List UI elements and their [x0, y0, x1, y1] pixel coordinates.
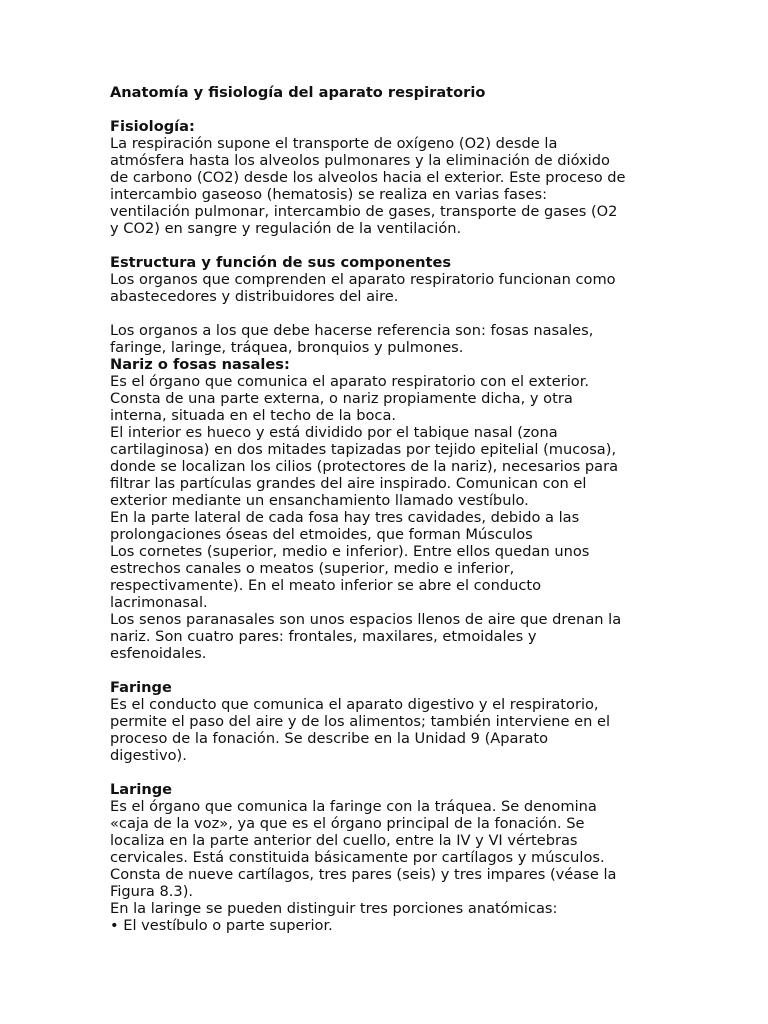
text-line: Los senos paranasales son unos espacios llenos de aire que drenan la: [110, 611, 622, 628]
text-line: interna, situada en el techo de la boca.: [110, 407, 397, 424]
text-line: intercambio gaseoso (hematosis) se realiza en varias fases:: [110, 186, 548, 203]
text-line: filtrar las partículas grandes del aire inspirado. Comunican con el: [110, 475, 587, 492]
text-line: Figura 8.3).: [110, 883, 194, 900]
text-line: Los organos que comprenden el aparato respiratorio funcionan como: [110, 271, 616, 288]
text-line: En la parte lateral de cada fosa hay tres cavidades, debido a las: [110, 509, 580, 526]
text-line: donde se localizan los cilios (protectores de la nariz), necesarios para: [110, 458, 619, 475]
text-line: esfenoidales.: [110, 645, 207, 662]
spacer: [110, 305, 670, 322]
text-line: El interior es hueco y está dividido por el tabique nasal (zona: [110, 424, 558, 441]
spacer: [110, 237, 670, 254]
spacer: [110, 662, 670, 679]
text-line: permite el paso del aire y de los alimentos; también interviene en el: [110, 713, 611, 730]
paragraph-laringe: [110, 798, 670, 934]
text-line: cartilaginosa) en dos mitades tapizadas por tejido epitelial (mucosa),: [110, 441, 617, 458]
text-line: abastecedores y distribuidores del aire.: [110, 288, 399, 305]
section-heading-fisiologia: Fisiología:: [110, 118, 195, 135]
section-heading-estructura: Estructura y función de sus componentes: [110, 254, 452, 271]
document-page: [110, 84, 670, 934]
text-line: faringe, laringe, tráquea, bronquios y pulmones.: [110, 339, 464, 356]
paragraph-estructura: [110, 271, 670, 305]
text-line: ventilación pulmonar, intercambio de gases, transporte de gases (O2: [110, 203, 618, 220]
text-line: Consta de una parte externa, o nariz propiamente dicha, y otra: [110, 390, 573, 407]
section-heading-laringe: Laringe: [110, 781, 173, 798]
text-line: Los organos a los que debe hacerse referencia son: fosas nasales,: [110, 322, 594, 339]
text-line: exterior mediante un ensanchamiento llamado vestíbulo.: [110, 492, 529, 509]
text-line: «caja de la voz», ya que es el órgano principal de la fonación. Se: [110, 815, 585, 832]
section-heading-faringe: Faringe: [110, 679, 172, 696]
paragraph-fisiologia: [110, 135, 670, 237]
section-heading-nariz: Nariz o fosas nasales:: [110, 356, 290, 373]
text-line: estrechos canales o meatos (superior, medio e inferior,: [110, 560, 515, 577]
text-line: respectivamente). En el meato inferior se abre el conducto: [110, 577, 542, 594]
paragraph-nariz: [110, 373, 670, 662]
spacer: [110, 101, 670, 118]
text-line: Es el órgano que comunica el aparato respiratorio con el exterior.: [110, 373, 589, 390]
text-line: Es el órgano que comunica la faringe con la tráquea. Se denomina: [110, 798, 597, 815]
text-line: Es el conducto que comunica el aparato digestivo y el respiratorio,: [110, 696, 599, 713]
text-line: y CO2) en sangre y regulación de la ventilación.: [110, 220, 462, 237]
bullet-item: • El vestíbulo o parte superior.: [110, 917, 333, 934]
text-line: proceso de la fonación. Se describe en la Unidad 9 (Aparato: [110, 730, 549, 747]
text-line: La respiración supone el transporte de oxígeno (O2) desde la: [110, 135, 558, 152]
paragraph-faringe: [110, 696, 670, 764]
text-line: Consta de nueve cartílagos, tres pares (seis) y tres impares (véase la: [110, 866, 617, 883]
text-line: prolongaciones óseas del etmoides, que forman Músculos: [110, 526, 533, 543]
text-line: Los cornetes (superior, medio e inferior). Entre ellos quedan unos: [110, 543, 590, 560]
text-line: de carbono (CO2) desde los alveolos hacia el exterior. Este proceso de: [110, 169, 626, 186]
spacer: [110, 764, 670, 781]
text-line: localiza en la parte anterior del cuello, entre la IV y VI vértebras: [110, 832, 578, 849]
text-line: nariz. Son cuatro pares: frontales, maxilares, etmoidales y: [110, 628, 537, 645]
text-line: lacrimonasal.: [110, 594, 208, 611]
document-title: Anatomía y fisiología del aparato respiratorio: [110, 84, 486, 101]
text-line: atmósfera hasta los alveolos pulmonares y la eliminación de dióxido: [110, 152, 610, 169]
paragraph-estructura-organos: [110, 322, 670, 356]
text-line: cervicales. Está constituida básicamente por cartílagos y músculos.: [110, 849, 605, 866]
text-line: digestivo).: [110, 747, 187, 764]
text-line: En la laringe se pueden distinguir tres porciones anatómicas:: [110, 900, 558, 917]
